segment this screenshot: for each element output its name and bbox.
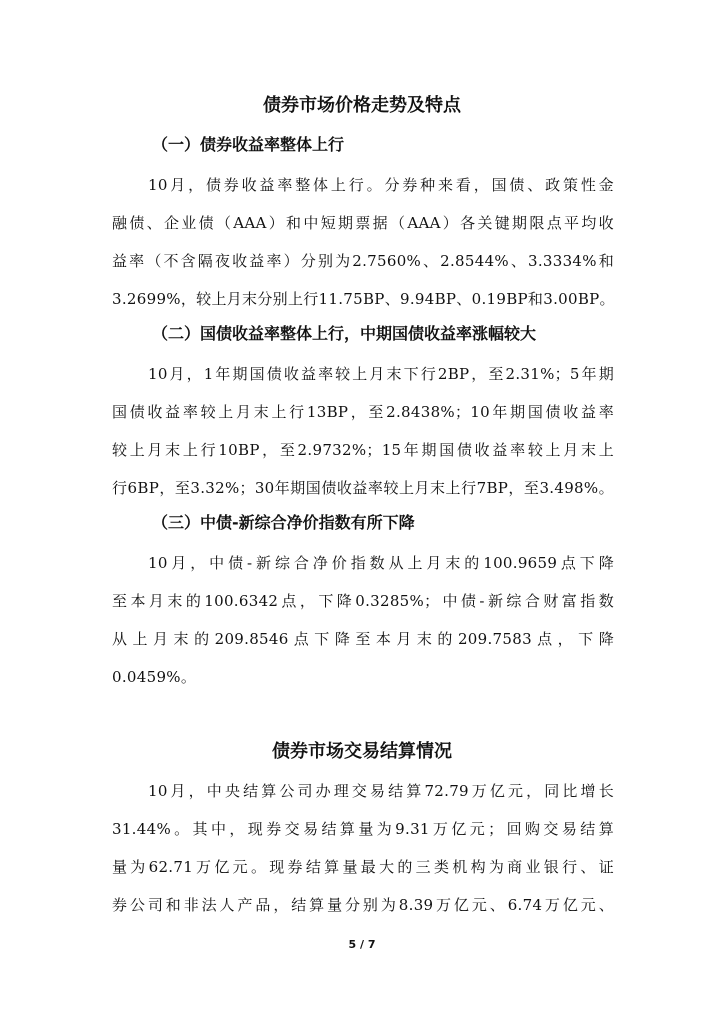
subheading-treasury-yields: （二）国债收益率整体上行，中期国债收益率涨幅较大 <box>152 324 537 343</box>
paragraph-treasury-yields <box>112 355 614 507</box>
text-line: 31.44%。其中，现券交易结算量为9.31万亿元；回购交易结算 <box>112 820 614 838</box>
text-line: 10月，中债-新综合净价指数从上月末的100.9659点下降 <box>148 554 614 572</box>
text-line: 至本月末的100.6342点，下降0.3285%；中债-新综合财富指数 <box>112 592 614 610</box>
text-line: 较上月末上行10BP，至2.9732%；15年期国债收益率较上月末上 <box>112 441 614 459</box>
subheading-bond-yields: （一）债券收益率整体上行 <box>152 135 345 154</box>
paragraph-bond-index <box>112 544 614 696</box>
text-line: 3.2699%，较上月末分别上行11.75BP、9.94BP、0.19BP和3.00BP。 <box>112 290 615 308</box>
text-line: 券公司和非法人产品，结算量分别为8.39万亿元、6.74万亿元、 <box>112 896 614 914</box>
text-line: 10月，1年期国债收益率较上月末下行2BP，至2.31%；5年期 <box>148 365 614 383</box>
paragraph-bond-yields <box>112 166 614 318</box>
text-line: 益率（不含隔夜收益率）分别为2.7560%、2.8544%、3.3334%和 <box>112 252 614 270</box>
text-line: 融债、企业债（AAA）和中短期票据（AAA）各关键期限点平均收 <box>112 214 614 232</box>
text-line: 量为62.71万亿元。现券结算量最大的三类机构为商业银行、证 <box>112 858 614 876</box>
text-line: 行6BP，至3.32%；30年期国债收益率较上月末上行7BP，至3.498%。 <box>112 479 614 497</box>
text-line: 10月，债券收益率整体上行。分券种来看，国债、政策性金 <box>148 176 614 194</box>
section-title-price-trends: 债券市场价格走势及特点 <box>263 95 461 116</box>
paragraph-settlement <box>112 772 614 924</box>
section-title-settlement: 债券市场交易结算情况 <box>272 741 452 762</box>
page-number: 5 / 7 <box>348 938 376 951</box>
subheading-bond-index: （三）中债-新综合净价指数有所下降 <box>152 513 415 532</box>
text-line: 10月，中央结算公司办理交易结算72.79万亿元，同比增长 <box>148 782 614 800</box>
text-line: 国债收益率较上月末上行13BP，至2.8438%；10年期国债收益率 <box>112 403 614 421</box>
text-line: 0.0459%。 <box>112 668 197 686</box>
text-line: 从上月末的209.8546点下降至本月末的209.7583点，下降 <box>112 630 614 648</box>
